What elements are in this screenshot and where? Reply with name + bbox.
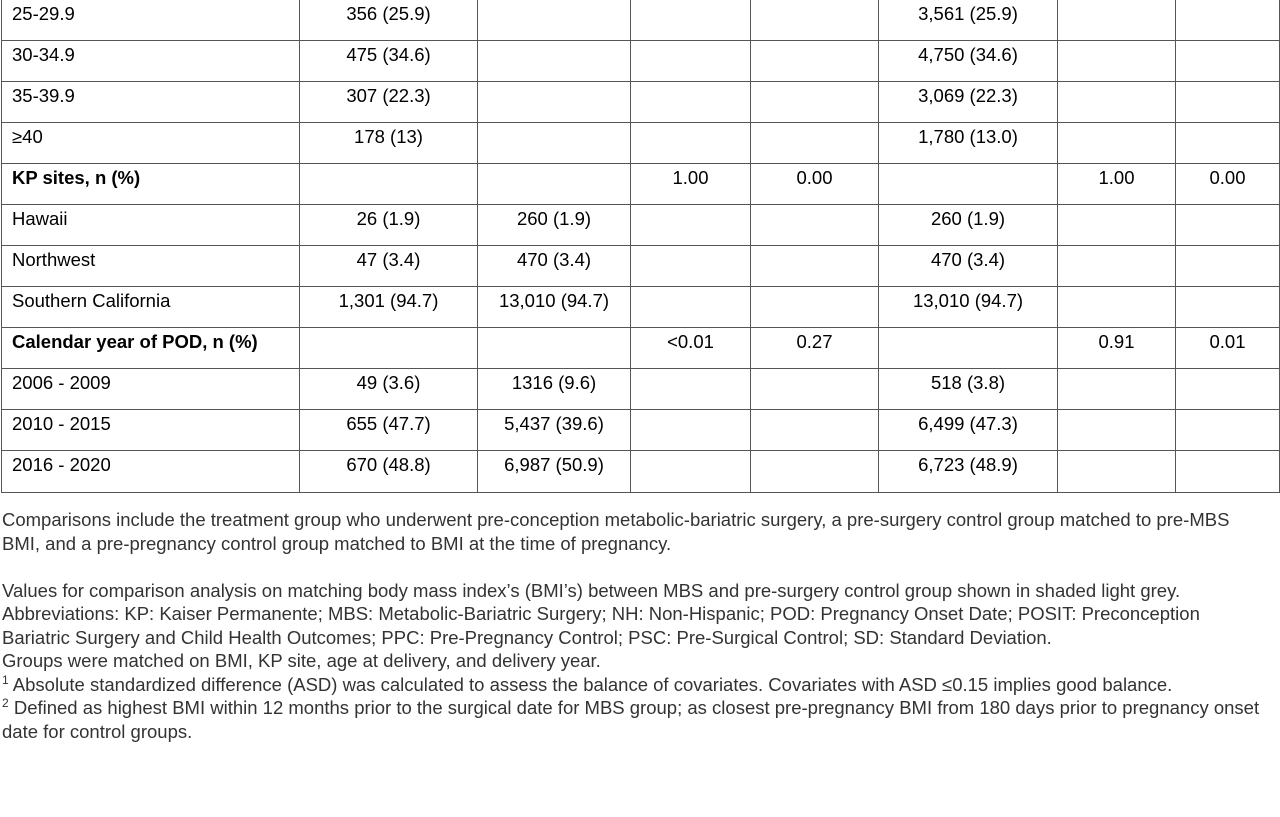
table-row [2, 451, 1280, 493]
row-label-cell: ≥40 [2, 123, 300, 164]
table-cell: 49 (3.6) [300, 369, 478, 410]
table-cell: 260 (1.9) [879, 205, 1058, 246]
table-cell [1058, 287, 1176, 328]
row-label-cell: Calendar year of POD, n (%) [2, 328, 300, 369]
table-cell [751, 41, 879, 82]
table-cell [478, 41, 631, 82]
table-row [2, 123, 1280, 164]
table-cell [1058, 123, 1176, 164]
table-cell [751, 410, 879, 451]
table-cell [1176, 410, 1280, 451]
note-comparisons: Comparisons include the treatment group who underwent pre-conception metabolic-bariatric surgery, a pre-surgery control group matched to pre-MBS BMI, and a pre-pregnancy control group matched to BMI at the time of pregnancy. [2, 509, 1230, 554]
table-cell: 3,561 (25.9) [879, 0, 1058, 41]
row-label-cell: 2010 - 2015 [2, 410, 300, 451]
table-cell [631, 410, 751, 451]
table-cell: 655 (47.7) [300, 410, 478, 451]
footnote-2-mark: 2 [2, 696, 9, 710]
row-label-cell: 2006 - 2009 [2, 369, 300, 410]
table-notes [2, 508, 1262, 743]
footnote-2-text: Defined as highest BMI within 12 months prior to the surgical date for MBS group; as closest pre-pregnancy BMI from 180 days prior to pregnancy onset date for control groups. [2, 697, 1260, 742]
table-cell [300, 164, 478, 205]
table-row [2, 328, 1280, 369]
table-row [2, 410, 1280, 451]
table-cell [1058, 246, 1176, 287]
table-row [2, 0, 1280, 41]
table-cell [300, 328, 478, 369]
footnote-1-mark: 1 [2, 672, 9, 687]
row-label-cell: KP sites, n (%) [2, 164, 300, 205]
table-cell: 3,069 (22.3) [879, 82, 1058, 123]
footnote-1 [2, 673, 1262, 697]
row-label-cell: Northwest [2, 246, 300, 287]
table-cell [1176, 287, 1280, 328]
table-cell [1176, 0, 1280, 41]
table-cell [751, 287, 879, 328]
table-cell: 0.00 [751, 164, 879, 205]
row-label-cell: Southern California [2, 287, 300, 328]
table-cell [751, 123, 879, 164]
table-cell [478, 123, 631, 164]
table-cell [751, 0, 879, 41]
table-cell: 0.00 [1176, 164, 1280, 205]
row-label-cell: 2016 - 2020 [2, 451, 300, 493]
table-cell: 1.00 [631, 164, 751, 205]
note-matched: Groups were matched on BMI, KP site, age at delivery, and delivery year. [2, 650, 601, 671]
table-row [2, 369, 1280, 410]
table-cell [631, 205, 751, 246]
table-cell: 6,499 (47.3) [879, 410, 1058, 451]
table-cell: 6,723 (48.9) [879, 451, 1058, 493]
table-cell: 26 (1.9) [300, 205, 478, 246]
table-cell [751, 82, 879, 123]
footnote-1-text: Absolute standardized difference (ASD) was calculated to assess the balance of covariates. Covariates with ASD ≤0.15 implies good balance. [8, 673, 1173, 695]
table-cell [1058, 410, 1176, 451]
data-table [1, 0, 1280, 493]
table-cell [1058, 0, 1176, 41]
table-cell [478, 328, 631, 369]
table-row [2, 82, 1280, 123]
table-cell [1176, 451, 1280, 493]
table-cell: 670 (48.8) [300, 451, 478, 493]
table-cell [1176, 123, 1280, 164]
table-cell: 356 (25.9) [300, 0, 478, 41]
footnote-2 [2, 696, 1262, 743]
table-cell: 0.27 [751, 328, 879, 369]
row-label-cell: 25-29.9 [2, 0, 300, 41]
table-cell [1058, 82, 1176, 123]
table-cell: 6,987 (50.9) [478, 451, 631, 493]
table-cell: 1316 (9.6) [478, 369, 631, 410]
table-row [2, 287, 1280, 328]
table-cell [631, 82, 751, 123]
table-cell: 470 (3.4) [478, 246, 631, 287]
table-row [2, 164, 1280, 205]
table-cell [478, 164, 631, 205]
table-cell [751, 369, 879, 410]
table-cell: 13,010 (94.7) [879, 287, 1058, 328]
table-cell [1176, 246, 1280, 287]
table-cell [631, 0, 751, 41]
table-row [2, 205, 1280, 246]
table-cell [1176, 205, 1280, 246]
table-cell: 260 (1.9) [478, 205, 631, 246]
table-cell [631, 123, 751, 164]
table-cell: 307 (22.3) [300, 82, 478, 123]
table-cell [631, 451, 751, 493]
table-cell [478, 0, 631, 41]
note-abbreviations: Abbreviations: KP: Kaiser Permanente; MBS: Metabolic-Bariatric Surgery; NH: Non-Hispanic; POD: Pregnancy Onset Date; POSIT: Preconception Bariatric Surgery and Child Health Outcomes; PPC: Pre-Pregnancy Control; PSC: Pre-Surgical Control; SD: Standard Deviation. [2, 603, 1200, 648]
table-cell [1176, 82, 1280, 123]
row-label-cell: 35-39.9 [2, 82, 300, 123]
note-values: Values for comparison analysis on matching body mass index’s (BMI’s) between MBS and pre-surgery control group shown in shaded light grey. [2, 579, 1181, 601]
table-cell: 5,437 (39.6) [478, 410, 631, 451]
row-label-cell: Hawaii [2, 205, 300, 246]
table-row [2, 41, 1280, 82]
table-cell [879, 328, 1058, 369]
table-cell: 475 (34.6) [300, 41, 478, 82]
table-cell: 0.01 [1176, 328, 1280, 369]
table-cell: 0.91 [1058, 328, 1176, 369]
table-cell: 178 (13) [300, 123, 478, 164]
table-row [2, 246, 1280, 287]
table-cell [879, 164, 1058, 205]
table-cell [1176, 41, 1280, 82]
table-cell: 13,010 (94.7) [478, 287, 631, 328]
table-cell [478, 82, 631, 123]
table-cell: 4,750 (34.6) [879, 41, 1058, 82]
table-cell: 518 (3.8) [879, 369, 1058, 410]
table-cell: 47 (3.4) [300, 246, 478, 287]
table-cell [631, 369, 751, 410]
table-cell [751, 451, 879, 493]
table-cell [751, 246, 879, 287]
table-cell: 1.00 [1058, 164, 1176, 205]
table-cell [1058, 451, 1176, 493]
table-cell: 1,301 (94.7) [300, 287, 478, 328]
row-label-cell: 30-34.9 [2, 41, 300, 82]
table-cell [1058, 205, 1176, 246]
table-cell [631, 246, 751, 287]
table-cell [1058, 41, 1176, 82]
table-cell [631, 41, 751, 82]
table-cell: 1,780 (13.0) [879, 123, 1058, 164]
table-cell [1176, 369, 1280, 410]
table-cell [1058, 369, 1176, 410]
table-cell: 470 (3.4) [879, 246, 1058, 287]
table-cell [751, 205, 879, 246]
table-cell: <0.01 [631, 328, 751, 369]
table-cell [631, 287, 751, 328]
